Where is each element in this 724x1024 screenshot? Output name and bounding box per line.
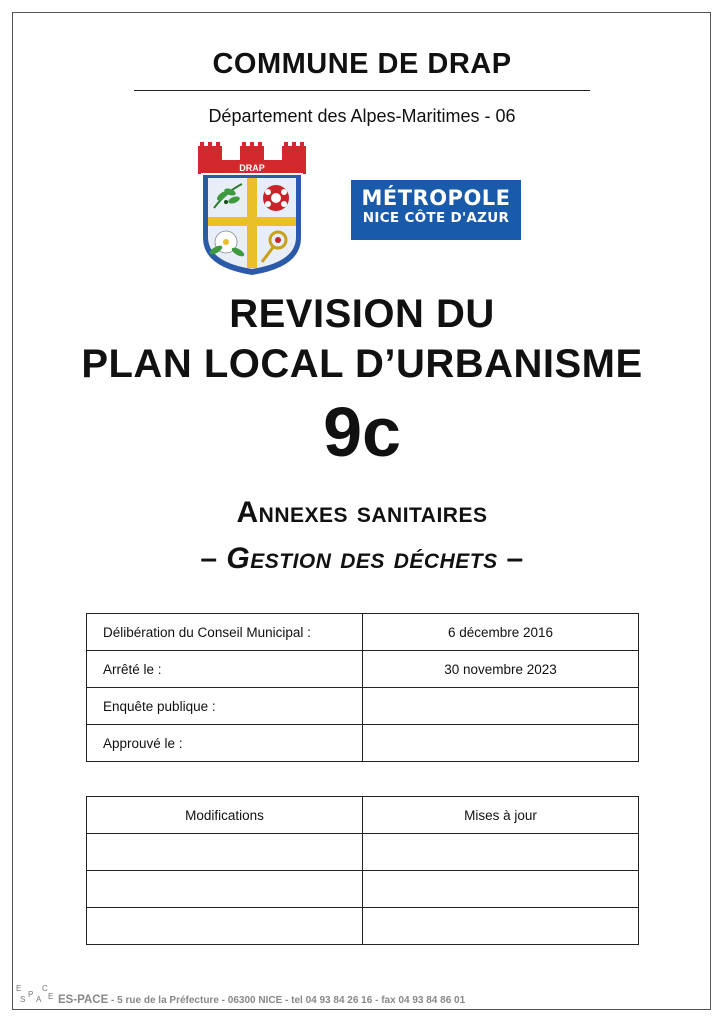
table-row — [87, 651, 639, 688]
modifications-table — [86, 796, 639, 945]
row-label: Délibération du Conseil Municipal : — [87, 614, 363, 651]
metropole-logo — [351, 180, 521, 240]
espace-logo — [14, 984, 60, 1008]
procedure-dates-table — [86, 613, 639, 762]
modifications-header: Modifications — [87, 797, 363, 834]
metropole-logo-line1: MÉTROPOLE — [361, 186, 511, 210]
row-label: Approuvé le : — [87, 725, 363, 762]
gestion-dash-right: – — [497, 542, 524, 575]
row-value: 30 novembre 2023 — [363, 651, 639, 688]
footer-brand: ES-PACE — [58, 994, 109, 1006]
gestion-dash-left: – — [200, 542, 227, 575]
gestion-heading-text: Gestion des déchets — [226, 542, 498, 575]
document-title-line1: REVISION DU — [229, 292, 495, 336]
crest-banner-text: DRAP — [239, 163, 265, 173]
mise-a-jour-cell — [363, 871, 639, 908]
mises-a-jour-header: Mises à jour — [363, 797, 639, 834]
row-label: Arrêté le : — [87, 651, 363, 688]
row-value — [363, 725, 639, 762]
departement-subtitle: Département des Alpes-Maritimes - 06 — [208, 106, 516, 126]
drap-coat-of-arms — [196, 142, 308, 278]
footer-address: - 5 rue de la Préfecture - 06300 NICE - tel 04 93 84 26 16 - fax 04 93 84 86 01 — [108, 995, 466, 1006]
commune-title: COMMUNE DE DRAP — [212, 48, 512, 80]
row-label: Enquête publique : — [87, 688, 363, 725]
title-divider — [134, 90, 590, 91]
logo-letter: S — [20, 995, 26, 1004]
metropole-logo-line2: NICE CÔTE D'AZUR — [362, 210, 510, 226]
table-row — [87, 871, 639, 908]
modification-cell — [87, 834, 363, 871]
table-row — [87, 725, 639, 762]
document-title-line2: PLAN LOCAL D’URBANISME — [81, 342, 643, 386]
row-value — [363, 688, 639, 725]
mise-a-jour-cell — [363, 834, 639, 871]
logo-letter: P — [28, 990, 34, 999]
footer — [14, 984, 614, 1008]
logo-letter: A — [36, 995, 42, 1004]
table-row — [87, 688, 639, 725]
logo-letter: C — [42, 984, 48, 993]
table-row — [87, 908, 639, 945]
gestion-heading — [0, 542, 724, 576]
table-row — [87, 614, 639, 651]
row-value: 6 décembre 2016 — [363, 614, 639, 651]
table-header-row — [87, 797, 639, 834]
logo-letter: E — [48, 992, 54, 1001]
mise-a-jour-cell — [363, 908, 639, 945]
logo-letter: E — [16, 984, 22, 993]
annexes-heading: Annexes sanitaires — [236, 496, 488, 529]
document-number: 9c — [323, 393, 401, 471]
table-row — [87, 834, 639, 871]
modification-cell — [87, 908, 363, 945]
modification-cell — [87, 871, 363, 908]
footer-text — [58, 994, 465, 1006]
